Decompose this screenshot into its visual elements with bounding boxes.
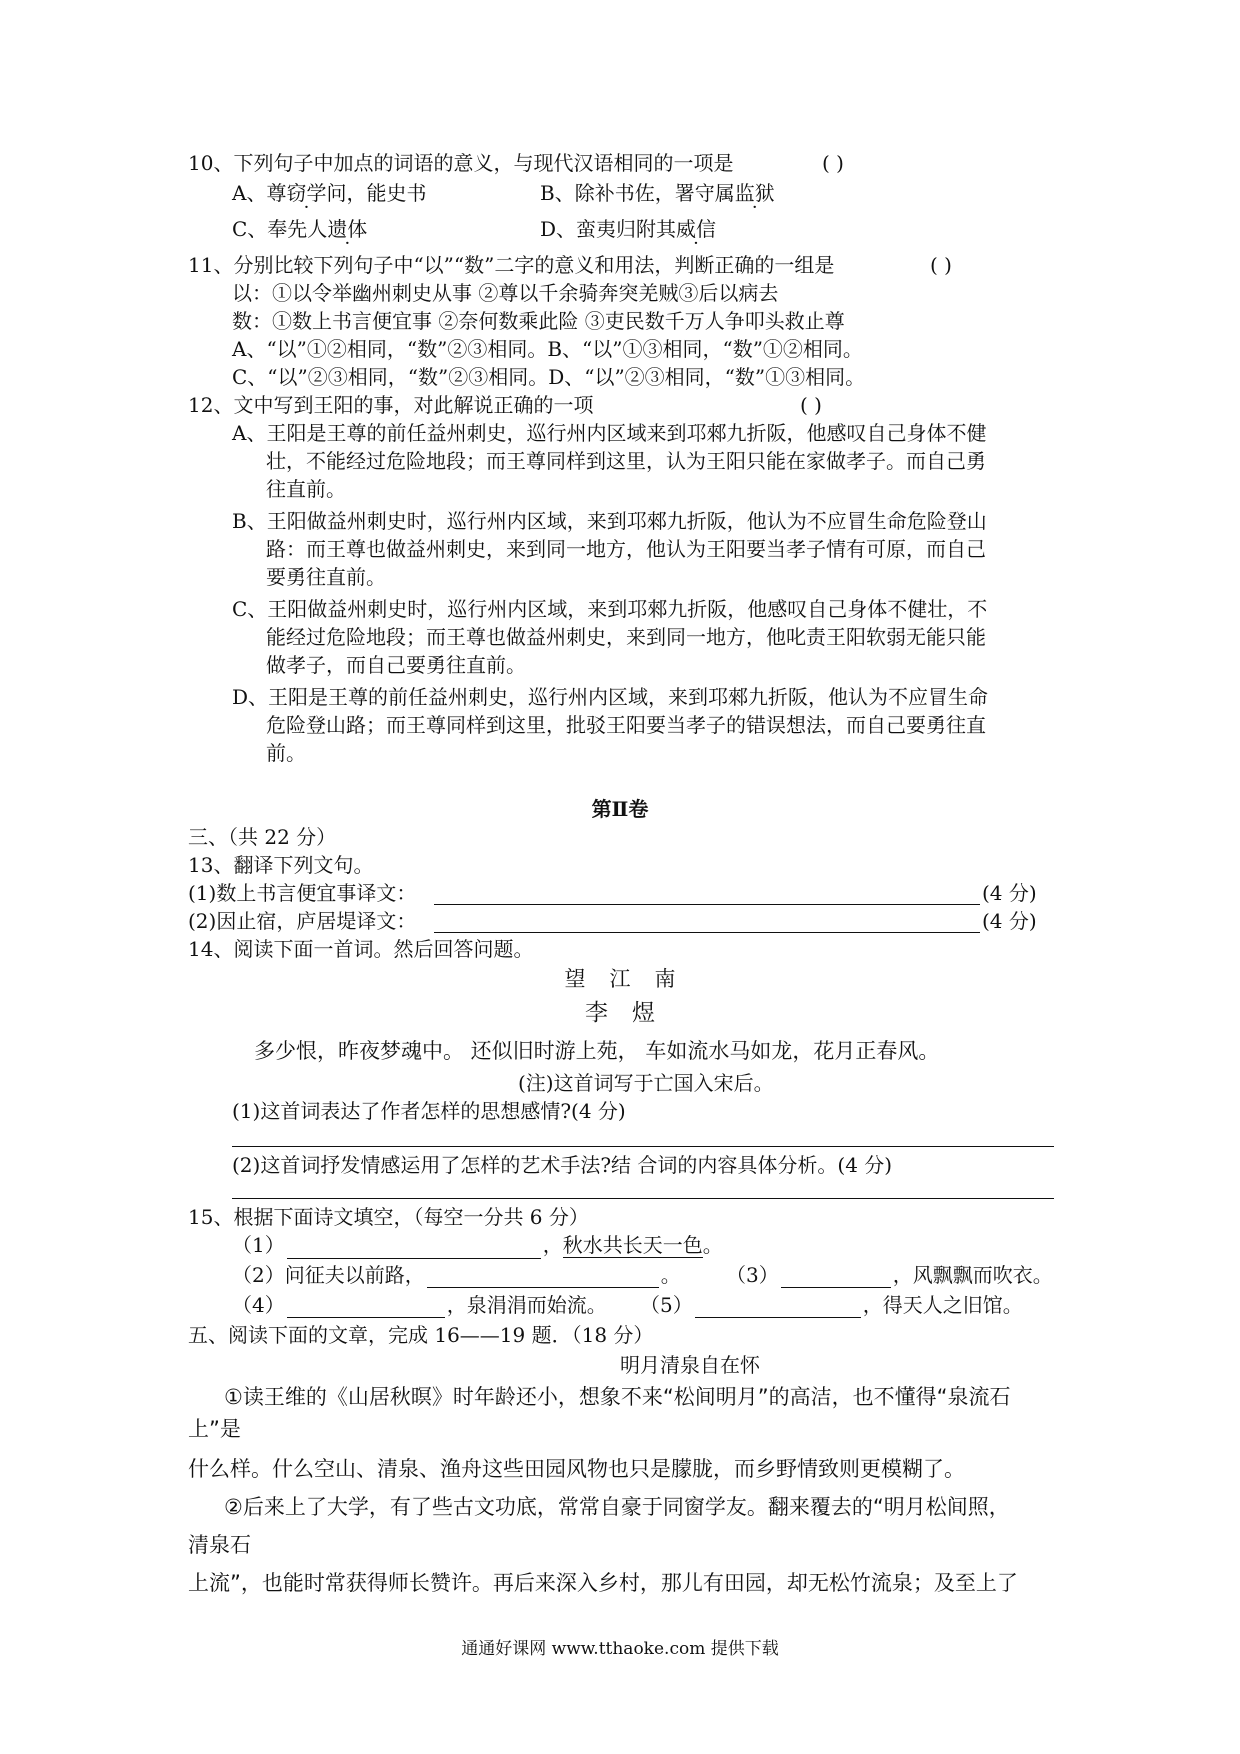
page-footer: 通通好课网 www.tthaoke.com 提供下载 bbox=[461, 1639, 779, 1659]
q12-option-d-line3: 前。 bbox=[266, 741, 306, 765]
poem-body: 多少恨，昨夜梦魂中。 还似旧时游上苑， 车如流水马如龙，花月正春风。 bbox=[254, 1039, 940, 1063]
q12-option-d-line1: D、王阳是王尊的前任益州刺史，巡行州内区域，来到邛郲九折阪，他认为不应冒生命 bbox=[232, 685, 989, 709]
article-paragraph-1-line2: 上”是 bbox=[188, 1417, 241, 1441]
q13-answer-line-1[interactable] bbox=[434, 904, 980, 905]
q15-blank-3[interactable] bbox=[781, 1267, 891, 1288]
q11-yi-sentences: 以：①以令举幽州刺史从事 ②尊以千余骑奔突羌贼③后以病去 bbox=[232, 281, 779, 305]
q12-option-c-line3: 做孝子，而自己要勇往直前。 bbox=[266, 653, 526, 677]
q15-item-2: （2）问征夫以前路， 。 bbox=[232, 1263, 681, 1287]
poem-note: (注)这首词写于亡国入宋后。 bbox=[518, 1071, 774, 1095]
article-paragraph-1-line1: ①读王维的《山居秋暝》时年龄还小，想象不来“松间明月”的高洁，也不懂得“泉流石 bbox=[224, 1385, 1011, 1409]
section-5-heading: 五、阅读下面的文章，完成 16——19 题．（18 分） bbox=[188, 1323, 654, 1347]
q10-stem: 10、下列句子中加点的词语的意义，与现代汉语相同的一项是 bbox=[188, 151, 734, 175]
q14-answer-line-1[interactable] bbox=[232, 1146, 1054, 1147]
q14-answer-line-2[interactable] bbox=[232, 1198, 1054, 1199]
q12-option-d-line2: 危险登山路；而王尊同样到这里，批驳王阳要当孝子的错误想法，而自己要勇往直 bbox=[266, 713, 986, 737]
q10-option-c: C、奉先人遗体 bbox=[232, 217, 368, 241]
q15-blank-1[interactable] bbox=[287, 1238, 541, 1259]
q13-sentence-1: (1)数上书言便宜事译文： bbox=[188, 881, 417, 905]
article-title: 明月清泉自在怀 bbox=[620, 1353, 760, 1377]
article-paragraph-2-line1: ②后来上了大学，有了些古文功底，常常自豪于同窗学友。翻来覆去的“明月松间照， bbox=[224, 1495, 1010, 1519]
q13-answer-line-2[interactable] bbox=[434, 932, 980, 933]
q12-option-b-line1: B、王阳做益州刺史时，巡行州内区域，来到邛郲九折阪，他认为不应冒生命危险登山 bbox=[232, 509, 987, 533]
q11-options-cd: C、“以”②③相同，“数”②③相同。D、“以”②③相同，“数”①③相同。 bbox=[232, 365, 866, 389]
article-paragraph-2-line2: 清泉石 bbox=[188, 1533, 251, 1557]
q12-option-c-line1: C、王阳做益州刺史时，巡行州内区域，来到邛郲九折阪，他感叹自己身体不健壮，不 bbox=[232, 597, 988, 621]
q15-item-4: （4） ，泉涓涓而始流。 bbox=[232, 1293, 607, 1317]
section-3-heading: 三、（共 22 分） bbox=[188, 825, 337, 849]
poem-title: 望江南 bbox=[564, 967, 700, 991]
q13-sentence-2: (2)因止宿，庐居堤译文： bbox=[188, 909, 417, 933]
q12-option-b-line2: 路：而王尊也做益州刺史，来到同一地方，他认为王阳要当孝子情有可原，而自己 bbox=[266, 537, 986, 561]
q12-option-a-line2: 壮，不能经过危险地段；而王尊同样到这里，认为王阳只能在家做孝子。而自己勇 bbox=[266, 449, 986, 473]
article-paragraph-1-line3: 什么样。什么空山、清泉、渔舟这些田园风物也只是朦胧，而乡野情致则更模糊了。 bbox=[188, 1457, 965, 1481]
q15-blank-2[interactable] bbox=[427, 1267, 659, 1288]
q15-blank-5[interactable] bbox=[695, 1297, 861, 1318]
q15-item-3: （3） ，风飘飘而吹衣。 bbox=[726, 1263, 1053, 1287]
q12-answer-paren: ( ) bbox=[800, 393, 822, 417]
q12-option-a-line1: A、王阳是王尊的前任益州刺史，巡行州内区域来到邛郲九折阪，他感叹自己身体不健 bbox=[232, 421, 987, 445]
q14-sub-question-1: (1)这首词表达了作者怎样的思想感情?(4 分) bbox=[232, 1099, 626, 1123]
q15-stem: 15、根据下面诗文填空，（每空一分共 6 分） bbox=[188, 1205, 589, 1229]
volume-2-heading: 第Ⅱ卷 bbox=[591, 797, 649, 821]
q14-sub-question-2: (2)这首词抒发情感运用了怎样的艺术手法?结 合词的内容具体分析。(4 分) bbox=[232, 1153, 893, 1177]
q15-item-1: （1） ，秋水共长天一色。 bbox=[232, 1233, 723, 1257]
q13-stem: 13、翻译下列文句。 bbox=[188, 853, 374, 877]
q14-stem: 14、阅读下面一首词。然后回答问题。 bbox=[188, 937, 534, 961]
q11-shu-sentences: 数：①数上书言便宜事 ②奈何数乘此险 ③吏民数千万人争叩头救止尊 bbox=[232, 309, 845, 333]
q10-option-b: B、除补书佐，署守属监狱 bbox=[540, 181, 775, 205]
q12-option-a-line3: 往直前。 bbox=[266, 477, 346, 501]
q12-stem: 12、文中写到王阳的事，对此解说正确的一项 bbox=[188, 393, 594, 417]
q10-answer-paren: ( ) bbox=[822, 151, 844, 175]
q13-score-1: (4 分) bbox=[982, 881, 1037, 905]
q12-option-c-line2: 能经过危险地段；而王尊也做益州刺史，来到同一地方，他叱责王阳软弱无能只能 bbox=[266, 625, 986, 649]
q10-option-d: D、蛮夷归附其威信 bbox=[540, 217, 717, 241]
q12-option-b-line3: 要勇往直前。 bbox=[266, 565, 386, 589]
poem-author: 李煜 bbox=[585, 1000, 679, 1026]
q11-options-ab: A、“以”①②相同，“数”②③相同。B、“以”①③相同，“数”①②相同。 bbox=[232, 337, 863, 361]
article-paragraph-2-line3: 上流”，也能时常获得师长赞许。再后来深入乡村，那儿有田园，却无松竹流泉；及至上了 bbox=[188, 1571, 1018, 1595]
q13-score-2: (4 分) bbox=[982, 909, 1037, 933]
q10-option-a: A、尊窃学问，能史书 bbox=[232, 181, 427, 205]
q11-answer-paren: ( ) bbox=[930, 253, 952, 277]
q11-stem: 11、分别比较下列句子中“以”“数”二字的意义和用法，判断正确的一组是 bbox=[188, 253, 835, 277]
q15-item-5: （5） ，得天人之旧馆。 bbox=[640, 1293, 1023, 1317]
q15-blank-4[interactable] bbox=[287, 1297, 445, 1318]
